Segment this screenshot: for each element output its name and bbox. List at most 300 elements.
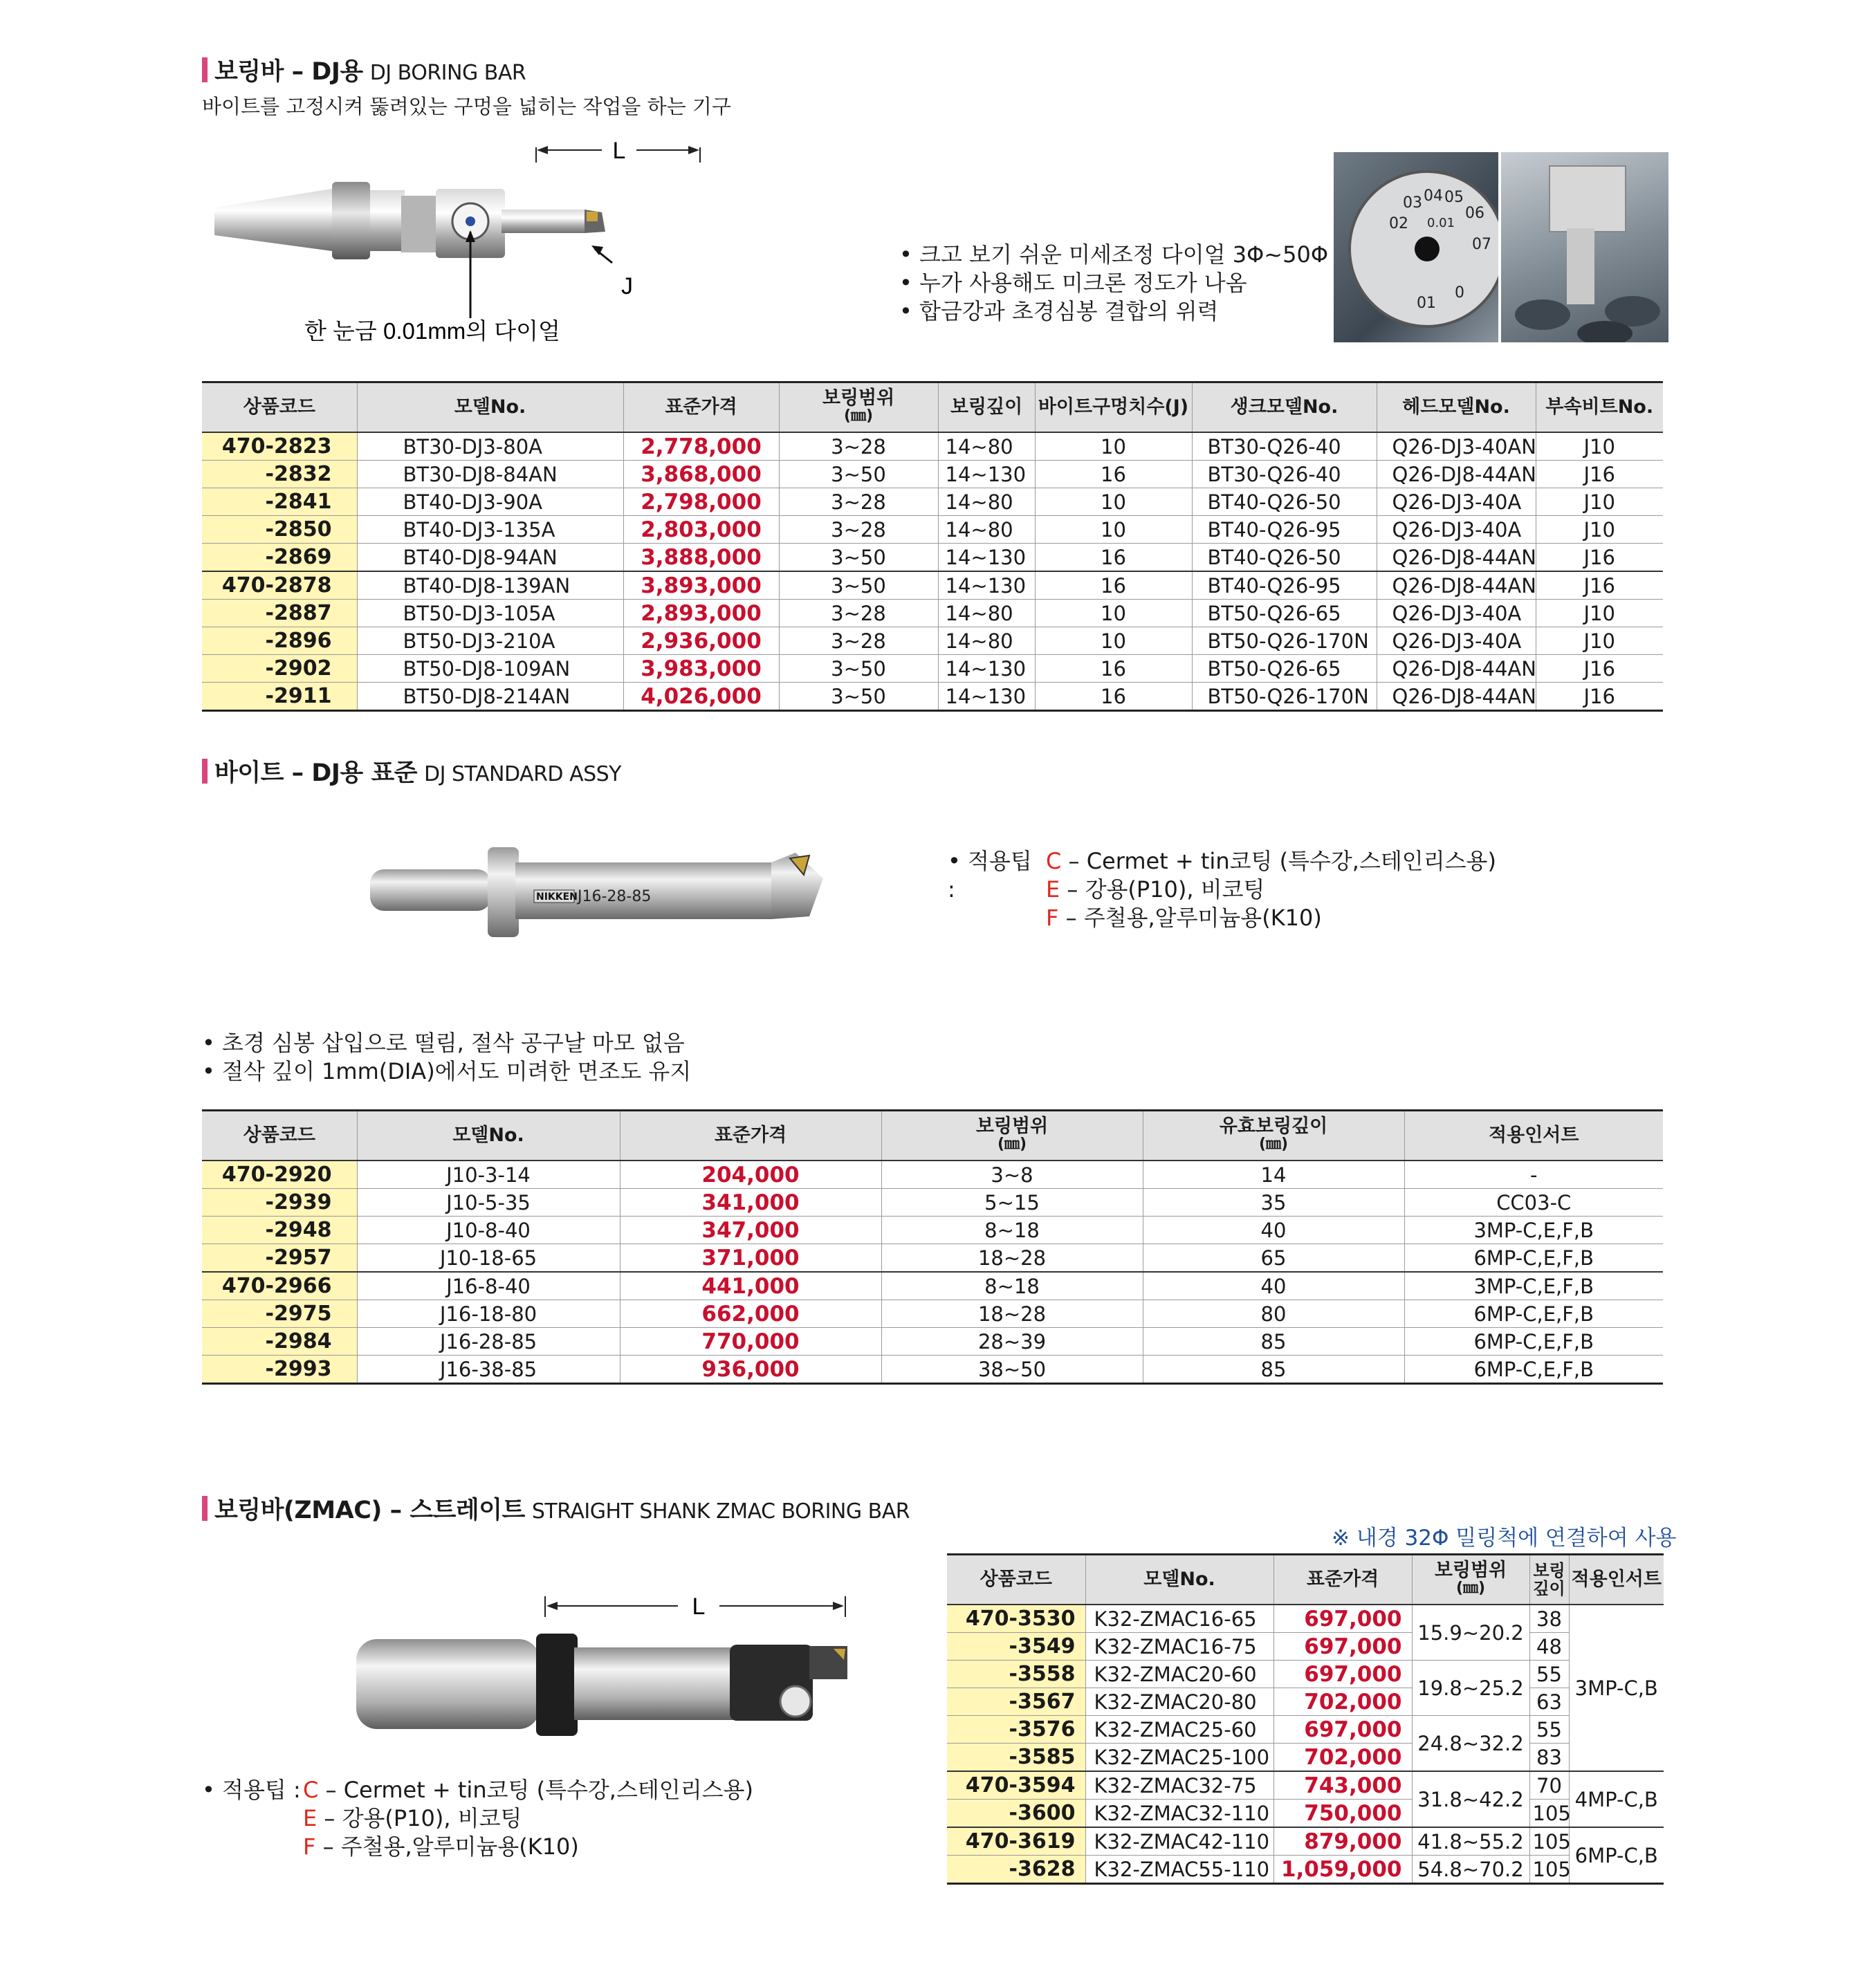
insert-cell: 6MP-C,B xyxy=(1569,1827,1664,1884)
shank-model-cell: BT40-Q26-50 xyxy=(1192,488,1377,516)
boring-depth-cell: 14~80 xyxy=(938,516,1035,544)
price-cell: 2,798,000 xyxy=(623,488,779,516)
boring-range-cell: 41.8~55.2 xyxy=(1412,1827,1529,1856)
boring-range-cell: 3~50 xyxy=(779,655,938,683)
product-code-cell: -2911 xyxy=(202,683,357,711)
bit-cell: J16 xyxy=(1536,683,1663,711)
product-code-cell: -3567 xyxy=(947,1688,1085,1716)
boring-depth-cell: 14~130 xyxy=(938,544,1035,572)
product-code-cell: -3576 xyxy=(947,1716,1085,1744)
table-row xyxy=(947,1605,1664,1633)
boring-depth-cell: 14~80 xyxy=(938,488,1035,516)
boring-range-cell: 28~39 xyxy=(881,1328,1143,1356)
bit-cell: J10 xyxy=(1536,432,1663,461)
dj-standard-bite-drawing xyxy=(367,840,851,951)
bite-hole-cell: 10 xyxy=(1035,600,1192,627)
bit-cell: J16 xyxy=(1536,655,1663,683)
dial-number: 07 xyxy=(1472,236,1491,253)
section3-title xyxy=(202,1491,910,1526)
bite-hole-cell: 10 xyxy=(1035,488,1192,516)
boring-depth-cell: 105 xyxy=(1529,1827,1569,1856)
tip-item xyxy=(303,1776,753,1804)
price-cell: 204,000 xyxy=(620,1161,881,1189)
head-model-cell: Q26-DJ3-40A xyxy=(1377,627,1536,655)
product-code-cell: -2902 xyxy=(202,655,357,683)
product-code-cell: -2957 xyxy=(202,1244,357,1273)
dial-photo xyxy=(1334,152,1498,342)
table-row xyxy=(947,1800,1664,1828)
col-header-label: 깊이 xyxy=(1533,1579,1565,1598)
tool-brand: NIKKEN xyxy=(536,891,578,903)
table-row xyxy=(202,1244,1663,1273)
col-header: 부속비트No. xyxy=(1536,382,1663,433)
dial-number: 01 xyxy=(1417,295,1436,312)
head-model-cell: Q26-DJ8-44AN xyxy=(1377,544,1536,572)
price-cell: 697,000 xyxy=(1273,1716,1412,1744)
bite-hole-cell: 10 xyxy=(1035,432,1192,461)
col-header: 표준가격 xyxy=(1273,1555,1412,1605)
price-cell: 441,000 xyxy=(620,1272,881,1300)
col-header: 표준가격 xyxy=(623,382,779,433)
table-row xyxy=(947,1716,1664,1744)
table-row xyxy=(202,1356,1663,1384)
boring-range-cell: 18~28 xyxy=(881,1300,1143,1328)
col-header: 적용인서트 xyxy=(1404,1111,1663,1161)
title-accent-bar xyxy=(202,57,208,82)
tip-text: – Cermet + tin코팅 (특수강,스테인리스용) xyxy=(1061,848,1496,874)
model-cell: J10-3-14 xyxy=(357,1161,620,1189)
col-header-label: 보링범위 xyxy=(975,1116,1049,1137)
boring-range-cell: 54.8~70.2 xyxy=(1412,1856,1529,1884)
col-header-unit: (㎜) xyxy=(997,1136,1027,1153)
table-row xyxy=(947,1771,1664,1800)
head-model-cell: Q26-DJ3-40A xyxy=(1377,488,1536,516)
boring-depth-cell: 48 xyxy=(1529,1633,1569,1661)
table-row xyxy=(947,1661,1664,1688)
effective-depth-cell: 85 xyxy=(1143,1356,1404,1384)
col-header: 생크모델No. xyxy=(1192,382,1377,433)
bite-hole-cell: 10 xyxy=(1035,516,1192,544)
head-model-cell: Q26-DJ3-40A xyxy=(1377,516,1536,544)
table-row xyxy=(202,600,1663,627)
price-cell: 3,868,000 xyxy=(623,461,779,488)
price-cell: 936,000 xyxy=(620,1356,881,1384)
product-code-cell: -3600 xyxy=(947,1800,1085,1828)
dj-boring-bar-table xyxy=(202,381,1663,712)
product-code-cell: -2887 xyxy=(202,600,357,627)
model-cell: BT30-DJ8-84AN xyxy=(357,461,623,488)
col-header-label: 보링범위 xyxy=(1434,1560,1507,1581)
table-row xyxy=(202,516,1663,544)
table-row xyxy=(202,1217,1663,1244)
insert-cell: 6MP-C,E,F,B xyxy=(1404,1328,1663,1356)
insert-cell: 3MP-C,B xyxy=(1569,1605,1664,1771)
col-header-unit: (㎜) xyxy=(843,407,874,425)
effective-depth-cell: 40 xyxy=(1143,1217,1404,1244)
price-cell: 3,888,000 xyxy=(623,544,779,572)
shank-model-cell: BT50-Q26-65 xyxy=(1192,655,1377,683)
product-code-cell: 470-3530 xyxy=(947,1605,1085,1633)
col-header xyxy=(881,1111,1143,1161)
bit-cell: J10 xyxy=(1536,488,1663,516)
tip-key: F xyxy=(303,1833,316,1860)
col-header: 모델No. xyxy=(357,382,623,433)
bit-cell: J10 xyxy=(1536,600,1663,627)
model-cell: BT30-DJ3-80A xyxy=(357,432,623,461)
table-body xyxy=(202,432,1663,711)
bit-cell: J16 xyxy=(1536,461,1663,488)
product-code-cell: -2896 xyxy=(202,627,357,655)
section3-tips xyxy=(202,1776,753,1861)
bullet: • 합금강과 초경심봉 결합의 위력 xyxy=(899,298,1219,324)
table-row xyxy=(947,1633,1664,1661)
effective-depth-cell: 14 xyxy=(1143,1161,1404,1189)
model-cell: BT50-DJ3-105A xyxy=(357,600,623,627)
tool-engraving: J16-28-85 xyxy=(578,888,652,905)
model-cell: J16-8-40 xyxy=(357,1272,620,1300)
bite-hole-cell: 16 xyxy=(1035,461,1192,488)
boring-range-cell: 31.8~42.2 xyxy=(1412,1771,1529,1827)
boring-range-cell: 3~50 xyxy=(779,683,938,711)
insert-cell: 4MP-C,B xyxy=(1569,1771,1664,1827)
boring-range-cell: 3~28 xyxy=(779,627,938,655)
dial-number: 0.01 xyxy=(1427,216,1455,230)
insert-cell: - xyxy=(1404,1161,1663,1189)
zmac-boring-bar-drawing xyxy=(353,1591,865,1757)
boring-depth-cell: 70 xyxy=(1529,1771,1569,1800)
col-header xyxy=(779,382,938,433)
shank-model-cell: BT40-Q26-50 xyxy=(1192,544,1377,572)
head-model-cell: Q26-DJ8-44AN xyxy=(1377,655,1536,683)
col-header-label: 보링 xyxy=(1533,1561,1565,1580)
insert-cell: 6MP-C,E,F,B xyxy=(1404,1356,1663,1384)
product-code-cell: -2993 xyxy=(202,1356,357,1384)
col-header: 적용인서트 xyxy=(1569,1555,1664,1605)
model-cell: K32-ZMAC20-80 xyxy=(1085,1688,1273,1716)
table-header-row xyxy=(202,1111,1663,1161)
col-header: 상품코드 xyxy=(202,1111,357,1161)
insert-cell: CC03-C xyxy=(1404,1189,1663,1217)
product-code-cell: -2869 xyxy=(202,544,357,572)
col-header-unit: (㎜) xyxy=(1258,1136,1289,1153)
product-code-cell: -3585 xyxy=(947,1744,1085,1772)
milling-chuck-note: ※ 내경 32Φ 밀링척에 연결하여 사용 xyxy=(1332,1526,1677,1551)
section2-title-en: DJ STANDARD ASSY xyxy=(424,762,621,786)
product-code-cell: -2841 xyxy=(202,488,357,516)
boring-depth-cell: 14~130 xyxy=(938,571,1035,600)
col-header: 표준가격 xyxy=(620,1111,881,1161)
col-header-label: 유효보링깊이 xyxy=(1219,1116,1328,1137)
bite-hole-cell: 16 xyxy=(1035,683,1192,711)
bite-hole-cell: 16 xyxy=(1035,655,1192,683)
tip-item xyxy=(303,1804,753,1833)
product-code-cell: -3549 xyxy=(947,1633,1085,1661)
col-header: 보링깊이 xyxy=(938,382,1035,433)
price-cell: 770,000 xyxy=(620,1328,881,1356)
boring-depth-cell: 63 xyxy=(1529,1688,1569,1716)
table-row xyxy=(202,683,1663,711)
boring-range-cell: 8~18 xyxy=(881,1272,1143,1300)
boring-depth-cell: 14~80 xyxy=(938,627,1035,655)
boring-depth-cell: 38 xyxy=(1529,1605,1569,1633)
boring-range-cell: 3~28 xyxy=(779,600,938,627)
tips-block xyxy=(948,847,1496,932)
table-row xyxy=(202,1300,1663,1328)
tip-key: E xyxy=(1046,876,1060,903)
head-model-cell: Q26-DJ8-44AN xyxy=(1377,461,1536,488)
head-model-cell: Q26-DJ8-44AN xyxy=(1377,683,1536,711)
table-row xyxy=(202,432,1663,461)
price-cell: 697,000 xyxy=(1273,1661,1412,1688)
tips-items xyxy=(303,1776,753,1861)
model-cell: BT40-DJ3-135A xyxy=(357,516,623,544)
table-row xyxy=(202,461,1663,488)
product-code-cell: -2948 xyxy=(202,1217,357,1244)
effective-depth-cell: 80 xyxy=(1143,1300,1404,1328)
table-row xyxy=(202,1272,1663,1300)
bit-cell: J10 xyxy=(1536,516,1663,544)
shank-model-cell: BT50-Q26-170N xyxy=(1192,627,1377,655)
section2-title-ko: 바이트 – DJ용 표준 xyxy=(214,759,417,787)
col-header: 모델No. xyxy=(357,1111,620,1161)
effective-depth-cell: 65 xyxy=(1143,1244,1404,1273)
col-header: 상품코드 xyxy=(202,382,357,433)
dial-number: 04 xyxy=(1424,187,1443,205)
shank-model-cell: BT30-Q26-40 xyxy=(1192,461,1377,488)
dial-number: 03 xyxy=(1403,194,1422,212)
price-cell: 3,983,000 xyxy=(623,655,779,683)
table-header-row xyxy=(947,1555,1664,1605)
col-header: 헤드모델No. xyxy=(1377,382,1536,433)
bullet: • 절삭 깊이 1mm(DIA)에서도 미려한 면조도 유지 xyxy=(202,1058,692,1084)
boring-depth-cell: 14~80 xyxy=(938,600,1035,627)
product-code-cell: -2939 xyxy=(202,1189,357,1217)
boring-range-cell: 38~50 xyxy=(881,1356,1143,1384)
bit-cell: J16 xyxy=(1536,571,1663,600)
price-cell: 1,059,000 xyxy=(1273,1856,1412,1884)
section2-title xyxy=(202,754,621,788)
table-row xyxy=(202,544,1663,572)
price-cell: 743,000 xyxy=(1273,1771,1412,1800)
section1-title xyxy=(202,53,526,87)
col-header xyxy=(1529,1555,1569,1605)
tip-text: – 강용(P10), 비코팅 xyxy=(317,1805,522,1831)
dj-boring-bar-drawing xyxy=(208,128,830,356)
price-cell: 341,000 xyxy=(620,1189,881,1217)
price-cell: 3,893,000 xyxy=(623,571,779,600)
bite-hole-cell: 10 xyxy=(1035,627,1192,655)
model-cell: K32-ZMAC32-75 xyxy=(1085,1771,1273,1800)
model-cell: J16-28-85 xyxy=(357,1328,620,1356)
col-header-label: 보링범위 xyxy=(822,387,895,409)
table-row xyxy=(202,655,1663,683)
boring-depth-cell: 14~130 xyxy=(938,683,1035,711)
insert-cell: 6MP-C,E,F,B xyxy=(1404,1244,1663,1273)
product-code-cell: -2975 xyxy=(202,1300,357,1328)
tip-item xyxy=(1046,847,1496,876)
shank-model-cell: BT30-Q26-40 xyxy=(1192,432,1377,461)
boring-range-cell: 5~15 xyxy=(881,1189,1143,1217)
table-row xyxy=(202,627,1663,655)
zmac-boring-bar-table xyxy=(947,1553,1664,1885)
model-cell: J16-18-80 xyxy=(357,1300,620,1328)
model-cell: K32-ZMAC55-110 xyxy=(1085,1856,1273,1884)
col-header-unit: (㎜) xyxy=(1455,1580,1486,1597)
boring-depth-cell: 14~80 xyxy=(938,432,1035,461)
boring-depth-cell: 14~130 xyxy=(938,655,1035,683)
tip-item xyxy=(303,1833,753,1861)
col-header: 상품코드 xyxy=(947,1555,1085,1605)
table-row xyxy=(202,1328,1663,1356)
price-cell: 702,000 xyxy=(1273,1744,1412,1772)
boring-depth-cell: 105 xyxy=(1529,1856,1569,1884)
price-cell: 2,936,000 xyxy=(623,627,779,655)
boring-range-cell: 3~50 xyxy=(779,544,938,572)
model-cell: K32-ZMAC32-110 xyxy=(1085,1800,1273,1828)
table-row xyxy=(202,1189,1663,1217)
product-code-cell: 470-2823 xyxy=(202,432,357,461)
model-cell: J10-8-40 xyxy=(357,1217,620,1244)
insert-cell: 3MP-C,E,F,B xyxy=(1404,1272,1663,1300)
shank-model-cell: BT50-Q26-65 xyxy=(1192,600,1377,627)
boring-range-cell: 3~8 xyxy=(881,1161,1143,1189)
boring-depth-cell: 105 xyxy=(1529,1800,1569,1828)
head-model-cell: Q26-DJ3-40A xyxy=(1377,600,1536,627)
dial-number: 06 xyxy=(1465,205,1484,222)
shank-model-cell: BT40-Q26-95 xyxy=(1192,571,1377,600)
bit-cell: J16 xyxy=(1536,544,1663,572)
section3-title-en: STRAIGHT SHANK ZMAC BORING BAR xyxy=(531,1499,910,1524)
effective-depth-cell: 35 xyxy=(1143,1189,1404,1217)
model-cell: K32-ZMAC20-60 xyxy=(1085,1661,1273,1688)
dim-label-L: L xyxy=(612,138,626,164)
tip-item xyxy=(1046,904,1496,932)
price-cell: 2,778,000 xyxy=(623,432,779,461)
price-cell: 879,000 xyxy=(1273,1827,1412,1856)
product-code-cell: -3558 xyxy=(947,1661,1085,1688)
product-code-cell: -2850 xyxy=(202,516,357,544)
tip-text: – 주철용,알루미늄용(K10) xyxy=(315,1833,579,1860)
col-header: 모델No. xyxy=(1085,1555,1273,1605)
title-accent-bar xyxy=(202,759,208,784)
machining-photo xyxy=(1501,152,1668,342)
bullet: • 크고 보기 쉬운 미세조정 다이얼 3Φ~50Φ xyxy=(899,241,1329,268)
boring-range-cell: 24.8~32.2 xyxy=(1412,1716,1529,1772)
boring-range-cell: 15.9~20.2 xyxy=(1412,1605,1529,1661)
section1-title-ko: 보링바 – DJ용 xyxy=(214,58,363,86)
tips-items xyxy=(1046,847,1496,932)
bit-cell: J10 xyxy=(1536,627,1663,655)
tip-text: – 주철용,알루미늄용(K10) xyxy=(1058,905,1322,931)
model-cell: BT50-DJ8-109AN xyxy=(357,655,623,683)
head-model-cell: Q26-DJ3-40AN xyxy=(1377,432,1536,461)
dial-number: 05 xyxy=(1444,189,1464,206)
table-body xyxy=(947,1605,1664,1884)
bite-hole-cell: 16 xyxy=(1035,571,1192,600)
effective-depth-cell: 40 xyxy=(1143,1272,1404,1300)
section2-bullets xyxy=(202,1029,691,1086)
boring-range-cell: 3~28 xyxy=(779,488,938,516)
insert-cell: 3MP-C,E,F,B xyxy=(1404,1217,1663,1244)
tip-item xyxy=(1046,876,1496,904)
shank-model-cell: BT50-Q26-170N xyxy=(1192,683,1377,711)
boring-range-cell: 8~18 xyxy=(881,1217,1143,1244)
boring-depth-cell: 55 xyxy=(1529,1661,1569,1688)
table-row xyxy=(947,1856,1664,1884)
price-cell: 2,803,000 xyxy=(623,516,779,544)
product-code-cell: 470-3594 xyxy=(947,1771,1085,1800)
model-cell: BT50-DJ3-210A xyxy=(357,627,623,655)
section1-description: 바이트를 고정시켜 뚫려있는 구멍을 넓히는 작업을 하는 기구 xyxy=(202,95,731,118)
price-cell: 2,893,000 xyxy=(623,600,779,627)
model-cell: BT40-DJ3-90A xyxy=(357,488,623,516)
boring-range-cell: 3~28 xyxy=(779,516,938,544)
product-code-cell: -2984 xyxy=(202,1328,357,1356)
dial-number: 02 xyxy=(1389,215,1408,232)
tips-label: • 적용팁 : xyxy=(948,848,1032,903)
table-header-row xyxy=(202,382,1663,433)
dim-label-J: J xyxy=(621,273,633,299)
boring-range-cell: 18~28 xyxy=(881,1244,1143,1273)
section2-tips xyxy=(948,847,1496,932)
tip-text: – Cermet + tin코팅 (특수강,스테인리스용) xyxy=(318,1777,753,1803)
price-cell: 750,000 xyxy=(1273,1800,1412,1828)
section3-title-ko: 보링바(ZMAC) – 스트레이트 xyxy=(214,1497,525,1524)
boring-depth-cell: 14~130 xyxy=(938,461,1035,488)
product-code-cell: -3628 xyxy=(947,1856,1085,1884)
price-cell: 347,000 xyxy=(620,1217,881,1244)
model-cell: K32-ZMAC25-60 xyxy=(1085,1716,1273,1744)
price-cell: 697,000 xyxy=(1273,1633,1412,1661)
head-model-cell: Q26-DJ8-44AN xyxy=(1377,571,1536,600)
model-cell: BT40-DJ8-139AN xyxy=(357,571,623,600)
price-cell: 697,000 xyxy=(1273,1605,1412,1633)
dial-caption: 한 눈금 0.01mm의 다이얼 xyxy=(304,318,560,344)
tips-label: • 적용팁 : xyxy=(202,1777,301,1803)
boring-depth-cell: 83 xyxy=(1529,1744,1569,1772)
table-row xyxy=(202,571,1663,600)
price-cell: 371,000 xyxy=(620,1244,881,1273)
table-row xyxy=(947,1688,1664,1716)
section1-title-en: DJ BORING BAR xyxy=(369,61,526,85)
insert-cell: 6MP-C,E,F,B xyxy=(1404,1300,1663,1328)
price-cell: 4,026,000 xyxy=(623,683,779,711)
product-code-cell: 470-2878 xyxy=(202,571,357,600)
table-body xyxy=(202,1161,1663,1384)
boring-depth-cell: 55 xyxy=(1529,1716,1569,1744)
tip-text: – 강용(P10), 비코팅 xyxy=(1060,876,1265,903)
model-cell: K32-ZMAC16-65 xyxy=(1085,1605,1273,1633)
table-row xyxy=(947,1744,1664,1772)
tip-key: E xyxy=(303,1805,318,1831)
tip-key: C xyxy=(1046,848,1062,874)
model-cell: J16-38-85 xyxy=(357,1356,620,1384)
model-cell: K32-ZMAC16-75 xyxy=(1085,1633,1273,1661)
boring-range-cell: 3~28 xyxy=(779,432,938,461)
model-cell: K32-ZMAC25-100 xyxy=(1085,1744,1273,1772)
col-header: 바이트구멍치수(J) xyxy=(1035,382,1192,433)
bullet: • 누가 사용해도 미크론 정도가 나옴 xyxy=(899,270,1247,296)
model-cell: BT50-DJ8-214AN xyxy=(357,683,623,711)
product-code-cell: 470-2966 xyxy=(202,1272,357,1300)
product-code-cell: -2832 xyxy=(202,461,357,488)
col-header xyxy=(1412,1555,1529,1605)
table-row xyxy=(947,1827,1664,1856)
model-cell: J10-5-35 xyxy=(357,1189,620,1217)
model-cell: K32-ZMAC42-110 xyxy=(1085,1827,1273,1856)
boring-range-cell: 3~50 xyxy=(779,571,938,600)
table-row xyxy=(202,1161,1663,1189)
